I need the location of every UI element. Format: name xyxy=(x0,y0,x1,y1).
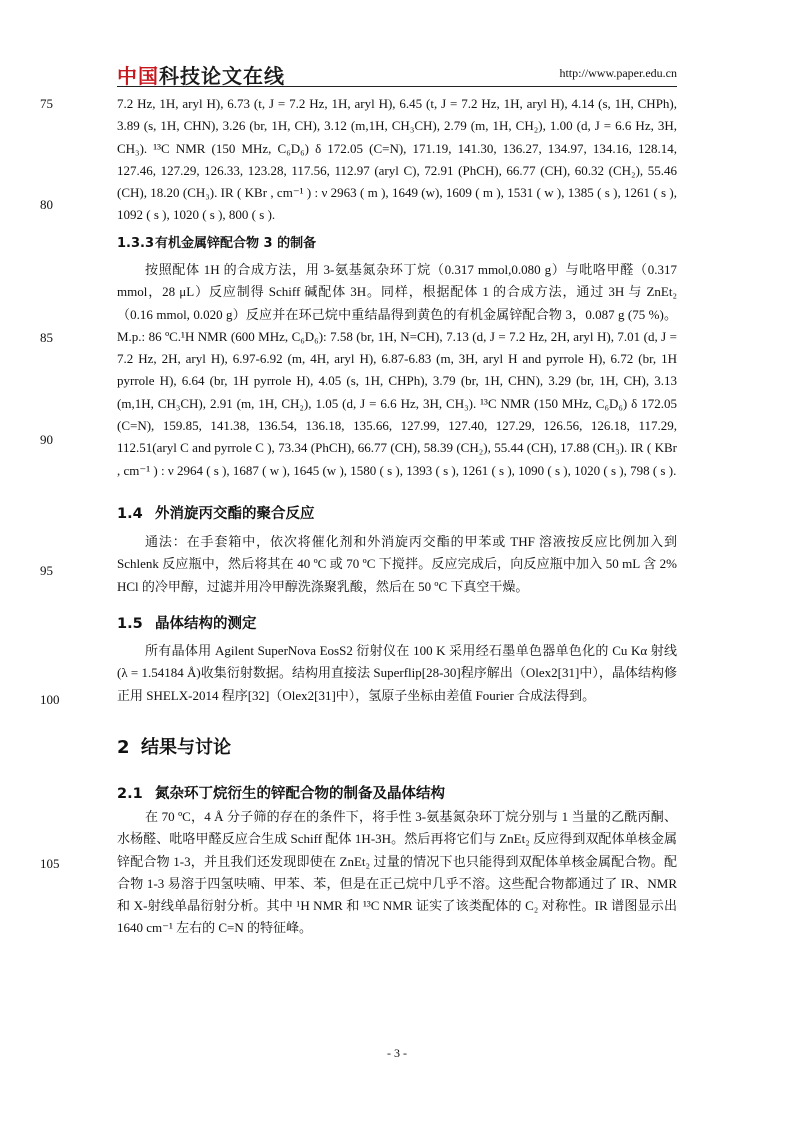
page-number: - 3 - xyxy=(387,1046,407,1060)
crystal-structure-paragraph: 所有晶体用 Agilent SuperNova EosS2 衍射仪在 100 K 采用经石墨单色器单色化的 Cu Kα 射线(λ = 1.54184 Å)收集衍射数据。结构用直接法 Superflip[28-30]程序解出（Olex2[31]中），晶体结构修正用 SHELX-2014 程序[32]（Olex2[31]中），氢原子坐标由差值 Fourier 合成法得到。 xyxy=(117,643,677,703)
line-number-90: 90 xyxy=(40,432,53,447)
section-title: 氮杂环丁烷衍生的锌配合物的制备及晶体结构 xyxy=(155,786,445,802)
logo-text: 科技论文在线 xyxy=(159,64,285,88)
section-number: 2.1 xyxy=(117,786,143,802)
section-number: 1.4 xyxy=(117,506,143,522)
section-title: 外消旋丙交酯的聚合反应 xyxy=(155,506,315,522)
header-rule xyxy=(117,86,677,87)
section-1-3-3-heading xyxy=(117,232,316,251)
line-number-75: 75 xyxy=(40,96,53,111)
line-number-100: 100 xyxy=(40,692,60,707)
section-number: 2 xyxy=(117,737,130,758)
section-title: 结果与讨论 xyxy=(141,737,231,758)
nmr-data-paragraph: 7.2 Hz, 1H, aryl H), 6.73 (t, J = 7.2 Hz, 1H, aryl H), 6.45 (t, J = 7.2 Hz, 1H, aryl H), 4.14 (s, 1H, CHPh), 3.89 (s, 1H, CHN), 3.26 (br, 1H, CH), 3.12 (m,1H, CH₃CH), 2.79 (m, 1H, CH₂), 1.00 (d, J = 6.6 Hz, 3H, CH₃). ¹³C NMR (150 MHz, C₆D₆) δ 172.05 (C=N), 171.19, 141.30, 136.27, 134.97, 134.16, 128.14, 127.46, 127.29, 126.33, 123.28, 117.56, 112.97 (aryl C), 72.91 (PhCH), 66.77 (CH), 60.32 (CH₂), 55.46 (CH), 18.20 (CH₃). IR ( KBr , cm⁻¹ ) : ν 2963 ( m ), 1649 (w), 1609 ( m ), 1531 ( w ), 1385 ( s ), 1261 ( s ), 1092 ( s ), 1020 ( s ), 800 ( s ). xyxy=(117,96,677,223)
section-number: 1.3.3 xyxy=(117,236,155,251)
line-number-85: 85 xyxy=(40,330,53,345)
logo-red-part: 中国 xyxy=(117,64,159,88)
page-header xyxy=(117,60,677,88)
section-2-heading xyxy=(117,733,231,759)
line-number-80: 80 xyxy=(40,197,53,212)
section-number: 1.5 xyxy=(117,616,143,632)
polymerization-paragraph: 通法：在手套箱中，依次将催化剂和外消旋丙交酯的甲苯或 THF 溶液按反应比例加入到 Schlenk 反应瓶中，然后将其在 40 ºC 或 70 ºC 下搅拌。反应完成后，向反应瓶中加入 50 mL 含 2% HCl 的冷甲醇，过滤并用冷甲醇洗涤聚乳酸，然后在 50 ºC 下真空干燥。 xyxy=(117,534,677,594)
section-title: 晶体结构的测定 xyxy=(155,616,257,632)
site-url[interactable]: http://www.paper.edu.cn xyxy=(559,66,677,80)
section-2-1-heading xyxy=(117,782,445,803)
line-number-95: 95 xyxy=(40,563,53,578)
section-1-5-heading xyxy=(117,612,257,633)
complex-3-paragraph: 按照配体 1H 的合成方法，用 3-氨基氮杂环丁烷（0.317 mmol,0.080 g）与吡咯甲醛（0.317 mmol，28 μL）反应制得 Schiff 碱配体 3H。同样，根据配体 1 的合成方法，通过 3H 与 ZnEt₂（0.16 mmol, 0.020 g）反应并在环己烷中重结晶得到黄色的有机金属锌配合物 3，0.087 g (75 %)。M.p.: 86 ºC.¹H NMR (600 MHz, C₆D₆): 7.58 (br, 1H, N=CH), 7.13 (d, J = 7.2 Hz, 2H, aryl H), 7.01 (d, J = 7.2 Hz, 2H, aryl H), 6.97-6.92 (m, 4H, aryl H), 6.87-6.83 (m, 3H, aryl H and pyrrole H), 6.72 (br, 1H pyrrole H), 6.64 (br, 1H pyrrole H), 4.05 (s, 1H, CHPh), 3.79 (br, 1H, CHN), 3.29 (br, 1H, CH), 3.13 (m,1H, CH₃CH), 2.91 (m, 1H, CH₂), 1.05 (d, J = 6.6 Hz, 3H, CH₃). ¹³C NMR (150 MHz, C₆D₆) δ 172.05 (C=N), 159.85, 141.38, 136.54, 136.18, 135.66, 127.99, 127.40, 127.29, 126.56, 126.18, 117.29, 112.51(aryl C and pyrrole C ), 73.34 (PhCH), 66.77 (CH), 58.39 (CH₂), 55.44 (CH), 17.88 (CH₃). IR ( KBr , cm⁻¹ ) : ν 2964 ( s ), 1687 ( w ), 1645 (w ), 1580 ( s ), 1393 ( s ), 1261 ( s ), 1090 ( s ), 1020 ( s ), 798 ( s ). xyxy=(117,262,677,478)
section-title: 有机金属锌配合物 3 的制备 xyxy=(155,236,317,251)
line-number-105: 105 xyxy=(40,856,60,871)
site-logo[interactable] xyxy=(117,60,285,89)
section-1-4-heading xyxy=(117,502,315,523)
results-paragraph: 在 70 ºC，4 Å 分子筛的存在的条件下，将手性 3-氨基氮杂环丁烷分别与 1 当量的乙酰丙酮、水杨醛、吡咯甲醛反应合生成 Schiff 配体 1H-3H。然后再将它们与 ZnEt₂ 反应得到双配体单核金属锌配合物 1-3，并且我们还发现即使在 ZnEt₂ 过量的情况下也只能得到双配体单核金属配合物。配合物 1-3 易溶于四氢呋喃、甲苯、苯，但是在正己烷中几乎不溶。这些配合物都通过了 IR、NMR 和 X-射线单晶衍射分析。其中 ¹H NMR 和 ¹³C NMR 证实了该类配体的 C₂ 对称性。IR 谱图显示出 1640 cm⁻¹ 左右的 C=N 的特征峰。 xyxy=(117,809,677,936)
